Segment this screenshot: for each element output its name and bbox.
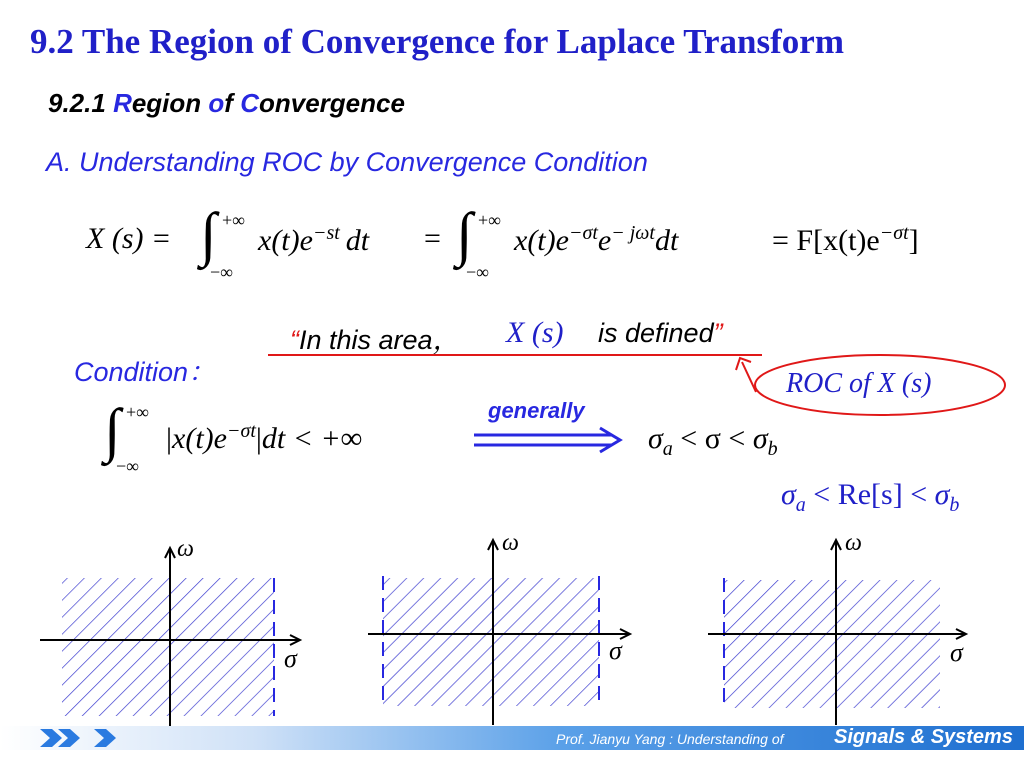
re-sigma-a: σ <box>781 478 796 511</box>
quote-open: “In this area， <box>290 325 460 355</box>
term2-exponent-b: − jωt <box>611 222 655 244</box>
sigma-b-sub: b <box>767 438 778 460</box>
sigma-b-symbol: σ <box>752 422 768 455</box>
plot3-sigma-label: σ <box>950 638 963 667</box>
quote-close: is defined” <box>598 318 723 348</box>
re-sigma-b: σ <box>934 478 950 511</box>
integral-sign-1: ∫ <box>200 201 217 267</box>
subsection-initial-r: R <box>113 88 132 118</box>
subsection-word-region: egion <box>131 88 209 118</box>
section-heading: A. Understanding ROC by Convergence Condition <box>46 147 648 177</box>
integral-2-upper: +∞ <box>478 210 501 230</box>
term2-exponent-a: −σt <box>568 222 598 244</box>
re-mid: < Re[s] < <box>805 478 935 511</box>
condition-exponent: −σt <box>226 420 256 442</box>
term2-e: e <box>597 224 612 257</box>
roc-label: ROC of X (s) <box>786 368 932 399</box>
subsection-word-of: f <box>224 88 241 118</box>
term3-exponent: −σt <box>879 222 909 244</box>
integral-1-lower: −∞ <box>210 262 233 282</box>
subsection-word-convergence: onvergence <box>258 88 405 118</box>
footer-brand: Signals & Systems <box>834 726 1013 748</box>
quote-close-visible: is defined <box>598 318 714 348</box>
term3-text: = F[x(t)e <box>772 224 880 257</box>
plot1-omega-label: ω <box>177 536 194 562</box>
re-sigma-b-sub: b <box>949 494 960 516</box>
term1-exponent: −st <box>312 222 340 244</box>
term2-text: x(t)e <box>514 224 569 257</box>
condition-integral-upper: +∞ <box>126 402 149 422</box>
integral-sign-2: ∫ <box>456 201 473 267</box>
integral-1-upper: +∞ <box>222 210 245 230</box>
plot1-sigma-label: σ <box>284 644 297 673</box>
subsection-number: 9.2.1 <box>48 88 114 118</box>
quote-x-of-s: X (s) <box>506 316 564 349</box>
sigma-a-symbol: σ <box>648 422 663 455</box>
slide-title: 9.2 The Region of Convergence for Laplace Transform <box>30 22 844 61</box>
condition-integral-lower: −∞ <box>116 456 139 476</box>
integral-2-lower: −∞ <box>466 262 489 282</box>
generally-label: generally <box>488 398 585 423</box>
condition-integral-sign: ∫ <box>104 397 121 463</box>
footer-author: Prof. Jianyu Yang : Understanding of <box>556 731 784 747</box>
re-sigma-a-sub: a <box>795 494 806 516</box>
plot3-omega-label: ω <box>845 530 862 556</box>
condition-body: x(t)e <box>172 422 227 455</box>
term1-dt: dt <box>345 224 370 257</box>
formula-lhs: X (s) = <box>86 222 172 255</box>
plot2-omega-label: ω <box>502 530 519 556</box>
sigma-range-mid: < σ < <box>672 422 753 455</box>
subsection-initial-c: C <box>240 88 259 118</box>
condition-tail: dt < +∞ <box>261 422 363 455</box>
sigma-a-sub: a <box>662 438 673 460</box>
formula-eq-2: = <box>424 222 441 255</box>
term2-dt: dt <box>654 224 679 257</box>
condition-integrand: $|x(t)e^{-\sigma t}|dt$ < +∞ <box>166 420 363 455</box>
term1-text: x(t)e <box>258 224 313 257</box>
plot2-sigma-label: σ <box>609 636 622 665</box>
term3-bracket: ] <box>908 224 919 257</box>
subsection-initial-o: o <box>208 88 225 118</box>
condition-label: Condition： <box>74 357 216 387</box>
quote-open-visible: In this area， <box>299 325 460 355</box>
